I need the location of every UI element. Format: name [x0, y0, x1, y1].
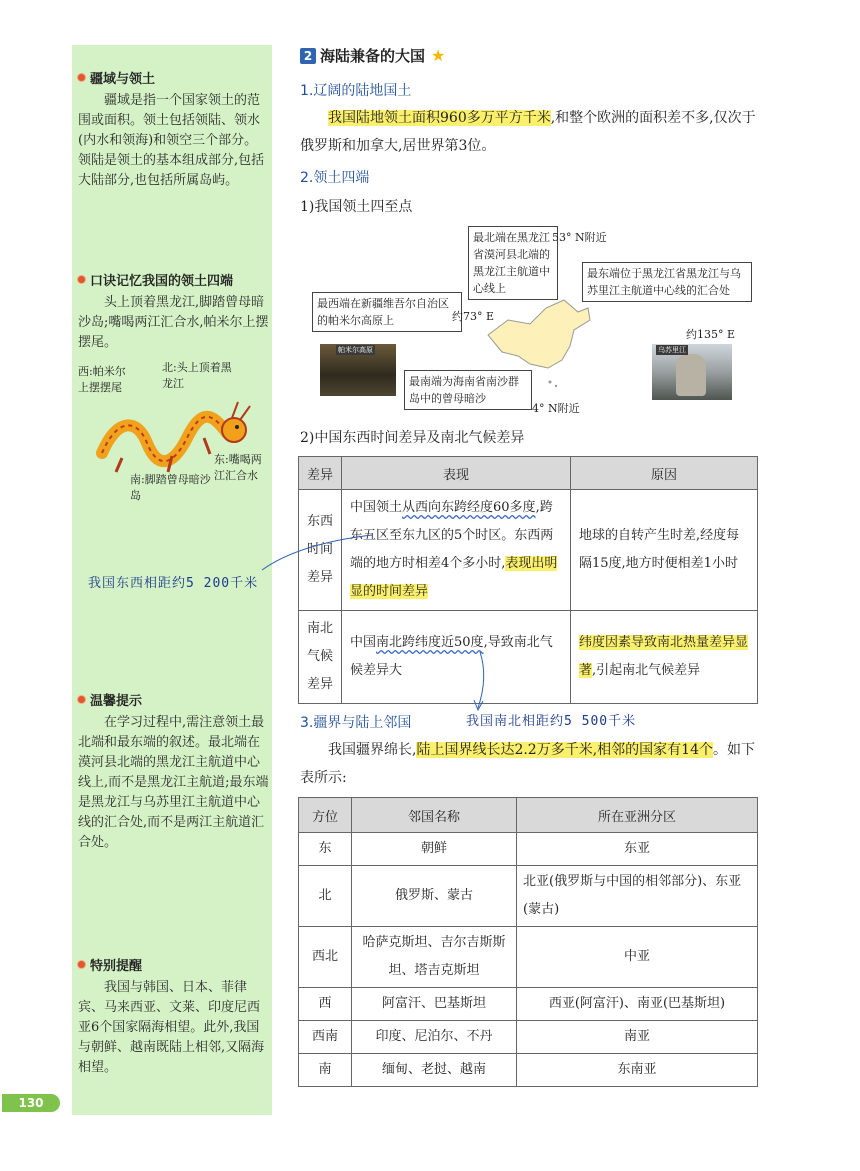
table-row: [299, 833, 758, 866]
mnemonic-section: [78, 270, 270, 353]
east-longitude-label: 约135° E: [686, 328, 736, 341]
table-cell: 俄罗斯、蒙古: [352, 866, 517, 927]
s2-title: 2.领土四端: [300, 170, 370, 186]
table-cell: 缅甸、老挝、越南: [352, 1054, 517, 1087]
bullet-icon: [78, 961, 85, 968]
west-longitude-label: 约73° E: [452, 310, 495, 323]
south-point-box: 最南端为海南省南沙群岛中的曾母暗沙: [404, 370, 532, 410]
tip-title: 温馨提示: [78, 690, 270, 709]
s3-paragraph: 我国疆界绵长,陆上国界线长达2.2万多千米,相邻的国家有14个。如下表所示:: [300, 742, 755, 786]
s2-subtitle-1: 1)我国领土四至点: [300, 199, 413, 215]
bullet-icon: [78, 696, 85, 703]
table-cell: 地球的自转产生时差,经度每隔15度,地方时便相差1小时: [571, 490, 758, 611]
table-cell: 中亚: [517, 927, 758, 988]
table-header-cell: 表现: [342, 457, 571, 490]
reminder-title: 特别提醒: [78, 955, 270, 974]
table-cell: 阿富汗、巴基斯坦: [352, 988, 517, 1021]
table-cell: 北亚(俄罗斯与中国的相邻部分)、东亚(蒙古): [517, 866, 758, 927]
mnemonic-text: 头上顶着黑龙江,脚踏曾母暗沙岛;嘴喝两江汇合水,帕米尔上摆摆尾。: [78, 295, 269, 350]
section-number: 2: [300, 48, 316, 64]
territory-title: 疆域与领土: [78, 68, 270, 87]
pamir-photo-caption: 帕米尔高原: [338, 346, 373, 354]
bullet-icon: [78, 276, 85, 283]
north-latitude-label: 53° N附近: [552, 231, 607, 244]
s1-title: 1.辽阔的陆地国土: [300, 83, 412, 99]
table-header-cell: 原因: [571, 457, 758, 490]
s1-rest: ,和整个欧洲的面积差不多,仅次于俄罗斯和加拿大,居世界第3位。: [300, 110, 756, 154]
territory-section: [78, 68, 270, 191]
s1-paragraph: [300, 104, 760, 160]
dragon-north-label: 北:头上顶着黑龙江: [162, 361, 232, 390]
wusuli-photo: [652, 344, 732, 400]
table-row: [299, 988, 758, 1021]
bullet-icon: [78, 74, 85, 81]
table-cell: 西南: [299, 1021, 352, 1054]
table-row: [299, 490, 758, 611]
wusuli-photo-caption: 乌苏里江: [658, 346, 686, 354]
table-cell: 西: [299, 988, 352, 1021]
neighbors-table: [298, 797, 758, 1087]
section-title: 海陆兼备的大国: [320, 47, 426, 65]
dragon-figure: [78, 360, 270, 520]
handwritten-note-ns: 我国南北相距约5 500千米: [466, 714, 637, 729]
reminder-section: [78, 955, 270, 1078]
table-cell: 北: [299, 866, 352, 927]
main-content: [300, 45, 760, 66]
table-row: [299, 1054, 758, 1087]
s1-highlight: 我国陆地领土面积960多万平方千米: [328, 110, 551, 126]
north-point-box: 最北端在黑龙江省漠河县北端的黑龙江主航道中心线上: [468, 226, 558, 300]
time-climate-table: [298, 456, 758, 704]
table-cell: 东: [299, 833, 352, 866]
table-row: [299, 611, 758, 704]
table-cell: 东西时间差异: [299, 490, 342, 611]
table-cell: 印度、尼泊尔、不丹: [352, 1021, 517, 1054]
table-cell: 南: [299, 1054, 352, 1087]
east-point-box: 最东端位于黑龙江省黑龙江与乌苏里江主航道中心线的汇合处: [582, 262, 752, 302]
west-point-box: 最西端在新疆维吾尔自治区的帕米尔高原上: [312, 292, 462, 332]
monument-shape: [676, 354, 706, 396]
star-icon: ★: [431, 46, 446, 65]
table-cell: 纬度因素导致南北热量差异显著,引起南北气候差异: [571, 611, 758, 704]
handwritten-note-ew: 我国东西相距约5 200千米: [88, 576, 259, 591]
dragon-south-label: 南:脚踏曾母暗沙岛: [130, 473, 211, 502]
mnemonic-title: 口诀记忆我国的领土四端: [78, 270, 270, 289]
table-row: [299, 927, 758, 988]
table-cell: 朝鲜: [352, 833, 517, 866]
table-cell: 南亚: [517, 1021, 758, 1054]
reminder-text: 我国与韩国、日本、菲律宾、马来西亚、文莱、印度尼西亚6个国家隔海相望。此外,我国与朝鲜、越南既陆上相邻,又隔海相望。: [78, 980, 265, 1075]
territory-text: 疆域是指一个国家领土的范围或面积。领土包括领陆、领水(内水和领海)和领空三个部分。领陆是领土的基本组成部分,包括大陆部分,也包括所属岛屿。: [78, 93, 265, 188]
pamir-photo: [320, 344, 396, 396]
table-cell: 哈萨克斯坦、吉尔吉斯斯坦、塔吉克斯坦: [352, 927, 517, 988]
table-cell: 东南亚: [517, 1054, 758, 1087]
table-cell: 西亚(阿富汗)、南亚(巴基斯坦): [517, 988, 758, 1021]
table-header-cell: 差异: [299, 457, 342, 490]
dragon-east-label: 东:嘴喝两江汇合水: [214, 453, 262, 482]
table-row: [299, 866, 758, 927]
tip-text: 在学习过程中,需注意领土最北端和最东端的叙述。最北端在漠河县北端的黑龙江主航道中心线上,而不是黑龙江主航道;最东端是黑龙江与乌苏里江主航道中心线的汇合处,而不是两江主航道汇合处。: [78, 715, 269, 850]
s3-title: 3.疆界与陆上邻国: [300, 715, 412, 731]
s2-subtitle-2: 2)中国东西时间差异及南北气候差异: [300, 430, 525, 446]
south-latitude-label: 4° N附近: [532, 402, 580, 415]
tip-section: [78, 690, 270, 853]
table-cell: 东亚: [517, 833, 758, 866]
table-header-cell: 所在亚洲分区: [517, 798, 758, 833]
section-heading: [300, 45, 760, 66]
table-header-cell: 邻国名称: [352, 798, 517, 833]
table-cell: 中国领土从西向东跨经度60多度,跨东五区至东九区的5个时区。东西两端的地方时相差4个多小时,表现出明显的时间差异: [342, 490, 571, 611]
table-header-row: [299, 798, 758, 833]
dragon-west-label: 西:帕米尔上摆摆尾: [78, 365, 126, 394]
table-cell: 南北气候差异: [299, 611, 342, 704]
table-cell: 西北: [299, 927, 352, 988]
table-header-cell: 方位: [299, 798, 352, 833]
table-row: [299, 1021, 758, 1054]
table-cell: 中国南北跨纬度近50度,导致南北气候差异大: [342, 611, 571, 704]
page-number: 130: [2, 1094, 60, 1112]
table-header-row: [299, 457, 758, 490]
